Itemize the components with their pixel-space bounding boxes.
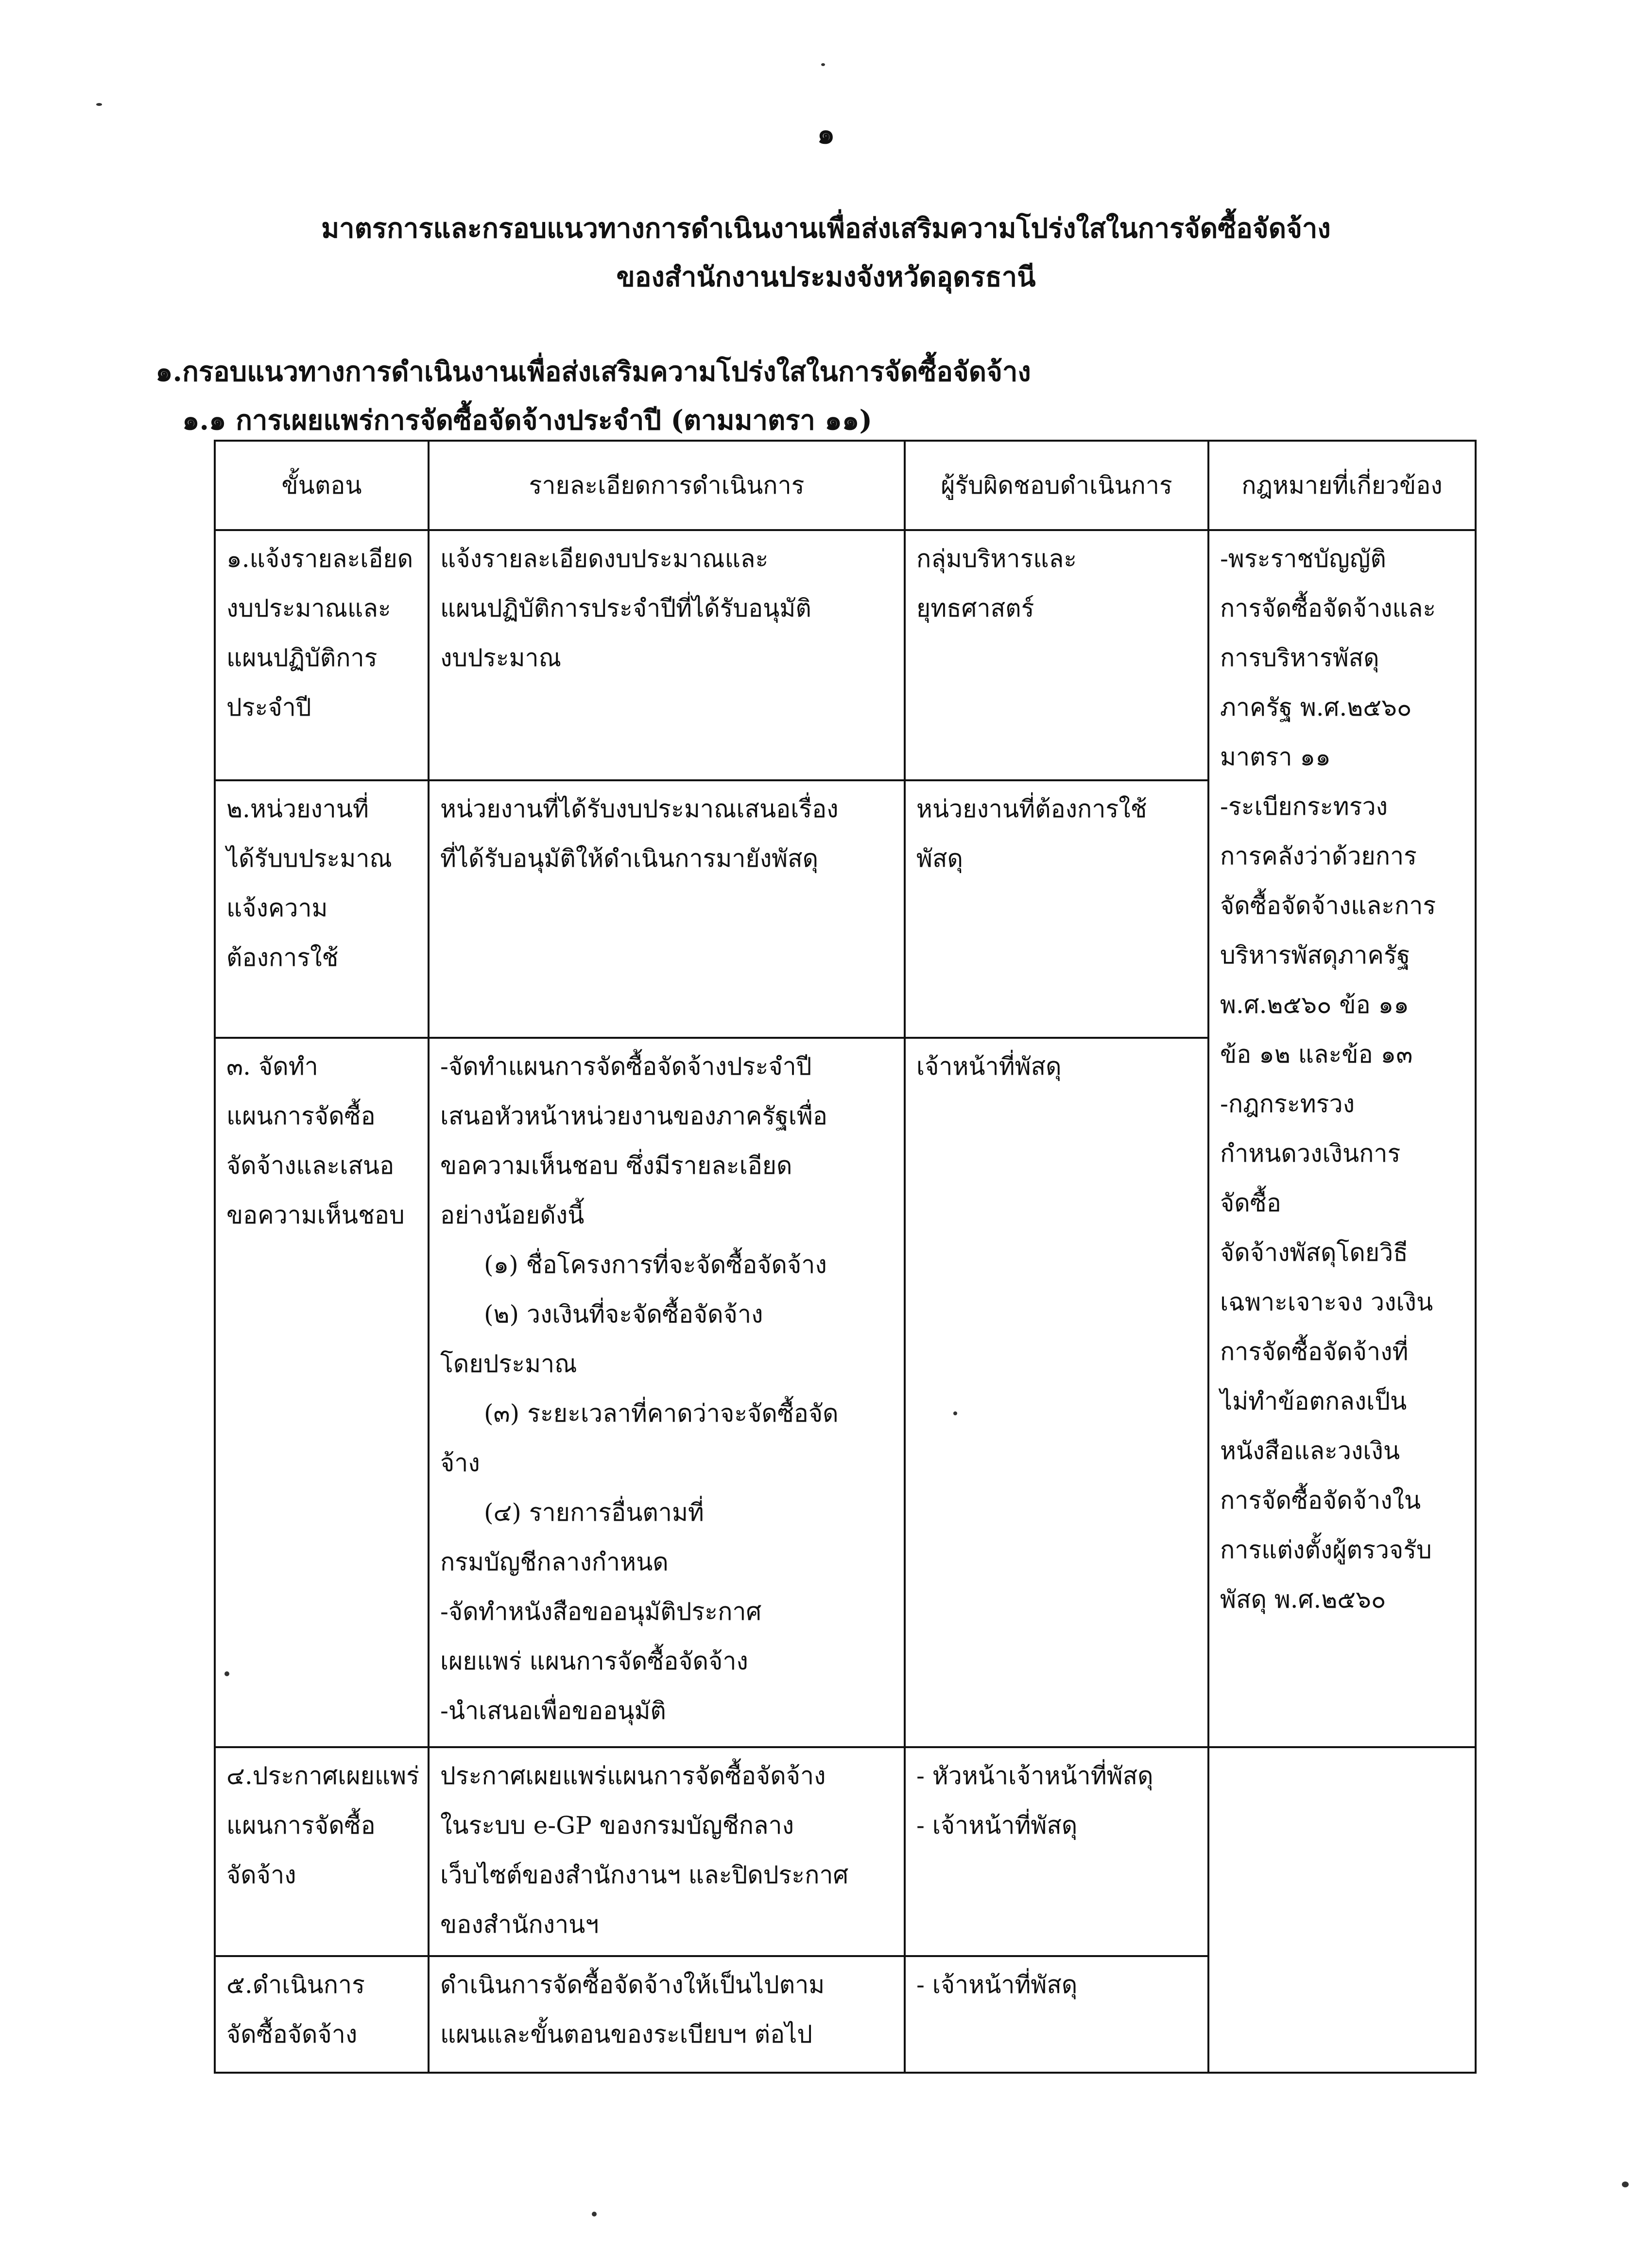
law-line: จัดซื้อ [1220, 1189, 1281, 1217]
step-line: ๒.หน่วยงานที่ [226, 795, 369, 823]
detail-line: -นำเสนอเพื่อขออนุมัติ [440, 1697, 666, 1725]
responsible-cell [905, 530, 1208, 780]
detail-cell [429, 780, 905, 1038]
law-line: หนังสือและวงเงิน [1220, 1437, 1400, 1465]
header-law: กฎหมายที่เกี่ยวข้อง [1208, 441, 1476, 530]
step-line: ได้รับบประมาณ [226, 844, 392, 873]
detail-line: ขอความเห็นชอบ ซึ่งมีรายละเอียด [440, 1151, 792, 1180]
detail-line: ที่ได้รับอนุมัติให้ดำเนินการมายังพัสดุ [440, 844, 819, 873]
detail-line: แผนและขั้นตอนของระเบียบฯ ต่อไป [440, 2020, 813, 2048]
step-cell [215, 1747, 429, 1956]
step-line: งบประมาณและ [226, 594, 391, 622]
detail-line: (๓) ระยะเวลาที่คาดว่าจะจัดซื้อจัด [484, 1399, 839, 1427]
detail-line: ดำเนินการจัดซื้อจัดจ้างให้เป็นไปตาม [440, 1971, 825, 1999]
detail-line: อย่างน้อยดังนี้ [440, 1201, 585, 1229]
title-line-2: ของสำนักงานประมงจังหวัดอุดรธานี [616, 261, 1036, 293]
detail-line: เว็บไซต์ของสำนักงานฯ และปิดประกาศ [440, 1861, 849, 1889]
law-line: เฉพาะเจาะจง วงเงิน [1220, 1288, 1433, 1316]
header-step: ขั้นตอน [215, 441, 429, 530]
responsible-line: หน่วยงานที่ต้องการใช้ [916, 795, 1147, 823]
step-line: ๑.แจ้งรายละเอียด [226, 545, 413, 573]
detail-line: แจ้งรายละเอียดงบประมาณและ [440, 545, 769, 573]
scan-speck [592, 2212, 597, 2216]
step-cell [215, 780, 429, 1038]
document-title [0, 204, 1652, 301]
step-line: ๕.ดำเนินการ [226, 1971, 365, 1999]
detail-line: ประกาศเผยแพร่แผนการจัดซื้อจัดจ้าง [440, 1762, 826, 1790]
table-row [215, 1747, 1476, 1956]
detail-line: (๑) ชื่อโครงการที่จะจัดซื้อจัดจ้าง [484, 1251, 827, 1279]
responsible-cell [905, 780, 1208, 1038]
detail-line: ของสำนักงานฯ [440, 1910, 599, 1939]
step-cell [215, 1956, 429, 2073]
scan-speck [953, 1411, 957, 1415]
law-line: จัดจ้างพัสดุโดยวิธี [1220, 1238, 1408, 1267]
responsible-line: ยุทธศาสตร์ [916, 594, 1034, 622]
law-line: ไม่ทำข้อตกลงเป็น [1220, 1387, 1407, 1415]
law-line: จัดซื้อจัดจ้างและการ [1220, 892, 1436, 920]
step-line: ๓. จัดทำ [226, 1052, 318, 1081]
header-detail: รายละเอียดการดำเนินการ [429, 441, 905, 530]
law-line: การจัดซื้อจัดจ้างที่ [1220, 1338, 1409, 1366]
step-line: ขอความเห็นชอบ [226, 1201, 405, 1229]
law-line: -พระราชบัญญัติ [1220, 545, 1386, 573]
detail-cell [429, 530, 905, 780]
step-line: จัดจ้าง [226, 1861, 296, 1889]
section-heading: ๑.กรอบแนวทางการดำเนินงานเพื่อส่งเสริมความโปร่งใสในการจัดซื้อจัดจ้าง [155, 356, 1031, 388]
responsible-cell [905, 1747, 1208, 1956]
step-line: แผนการจัดซื้อ [226, 1102, 376, 1130]
title-line-1: มาตรการและกรอบแนวทางการดำเนินงานเพื่อส่งเสริมความโปร่งใสในการจัดซื้อจัดจ้าง [321, 212, 1331, 244]
table-row [215, 530, 1476, 780]
step-line: แผนการจัดซื้อ [226, 1811, 376, 1839]
procedure-table [214, 440, 1477, 2074]
law-line: ข้อ ๑๒ และข้อ ๑๓ [1220, 1040, 1413, 1068]
responsible-line: พัสดุ [916, 844, 963, 873]
detail-line: เสนอหัวหน้าหน่วยงานของภาครัฐเพื่อ [440, 1102, 827, 1130]
detail-cell [429, 1038, 905, 1747]
step-cell [215, 530, 429, 780]
law-line: พ.ศ.๒๕๖๐ ข้อ ๑๑ [1220, 991, 1410, 1019]
step-cell [215, 1038, 429, 1747]
detail-cell [429, 1956, 905, 2073]
detail-line: -จัดทำแผนการจัดซื้อจัดจ้างประจำปี [440, 1052, 812, 1081]
step-line: ๔.ประกาศเผยแพร่ [226, 1762, 419, 1790]
detail-line: -จัดทำหนังสือขออนุมัติประกาศ [440, 1598, 762, 1626]
responsible-line: - หัวหน้าเจ้าหน้าที่พัสดุ [916, 1762, 1153, 1790]
step-line: แจ้งความ [226, 894, 328, 922]
detail-line: แผนปฏิบัติการประจำปีที่ได้รับอนุมัติ [440, 594, 811, 622]
law-cell [1208, 530, 1476, 1747]
detail-line: ในระบบ e-GP ของกรมบัญชีกลาง [440, 1811, 794, 1839]
law-line: มาตรา ๑๑ [1220, 743, 1331, 771]
detail-cell [429, 1747, 905, 1956]
responsible-line: - เจ้าหน้าที่พัสดุ [916, 1971, 1078, 1999]
detail-line: โดยประมาณ [440, 1350, 577, 1378]
responsible-line: กลุ่มบริหารและ [916, 545, 1077, 573]
law-line: การคลังว่าด้วยการ [1220, 842, 1417, 870]
law-line: การจัดซื้อจัดจ้างและ [1220, 594, 1436, 622]
page-number: ๑ [817, 117, 835, 150]
detail-line: (๒) วงเงินที่จะจัดซื้อจัดจ้าง [484, 1300, 763, 1328]
responsible-line: - เจ้าหน้าที่พัสดุ [916, 1811, 1078, 1839]
scan-speck [1622, 2182, 1629, 2187]
detail-line: หน่วยงานที่ได้รับงบประมาณเสนอเรื่อง [440, 795, 839, 823]
responsible-cell [905, 1038, 1208, 1747]
law-line: การจัดซื้อจัดจ้างใน [1220, 1486, 1421, 1514]
step-line: จัดซื้อจัดจ้าง [226, 2020, 358, 2048]
responsible-line: เจ้าหน้าที่พัสดุ [916, 1052, 1062, 1081]
responsible-cell [905, 1956, 1208, 2073]
law-line: -ระเบียกระทรวง [1220, 792, 1388, 821]
law-line: ภาครัฐ พ.ศ.๒๕๖๐ [1220, 693, 1412, 722]
step-line: จัดจ้างและเสนอ [226, 1151, 395, 1180]
scan-speck [821, 63, 825, 66]
scan-speck [96, 103, 102, 106]
step-line: ต้องการใช้ [226, 944, 339, 972]
law-line: การแต่งตั้งผู้ตรวจรับ [1220, 1536, 1432, 1564]
law-line: การบริหารพัสดุ [1220, 644, 1379, 672]
law-line: บริหารพัสดุภาครัฐ [1220, 941, 1411, 969]
scan-speck [224, 1671, 229, 1676]
law-line: -กฎกระทรวง [1220, 1090, 1355, 1118]
step-line: แผนปฏิบัติการ [226, 644, 378, 672]
law-cell-empty [1208, 1747, 1476, 2073]
table-header-row [215, 441, 1476, 530]
law-line: พัสดุ พ.ศ.๒๕๖๐ [1220, 1585, 1386, 1614]
detail-line: จ้าง [440, 1449, 480, 1477]
detail-line: งบประมาณ [440, 644, 562, 672]
subsection-heading: ๑.๑ การเผยแพร่การจัดซื้อจัดจ้างประจำปี (ตามมาตรา ๑๑) [182, 404, 872, 436]
law-line: กำหนดวงเงินการ [1220, 1139, 1401, 1168]
header-responsible: ผู้รับผิดชอบดำเนินการ [905, 441, 1208, 530]
step-line: ประจำปี [226, 693, 311, 722]
detail-line: (๔) รายการอื่นตามที่ [484, 1498, 704, 1527]
detail-line: กรมบัญชีกลางกำหนด [440, 1548, 669, 1576]
detail-line: เผยแพร่ แผนการจัดซื้อจัดจ้าง [440, 1647, 748, 1675]
